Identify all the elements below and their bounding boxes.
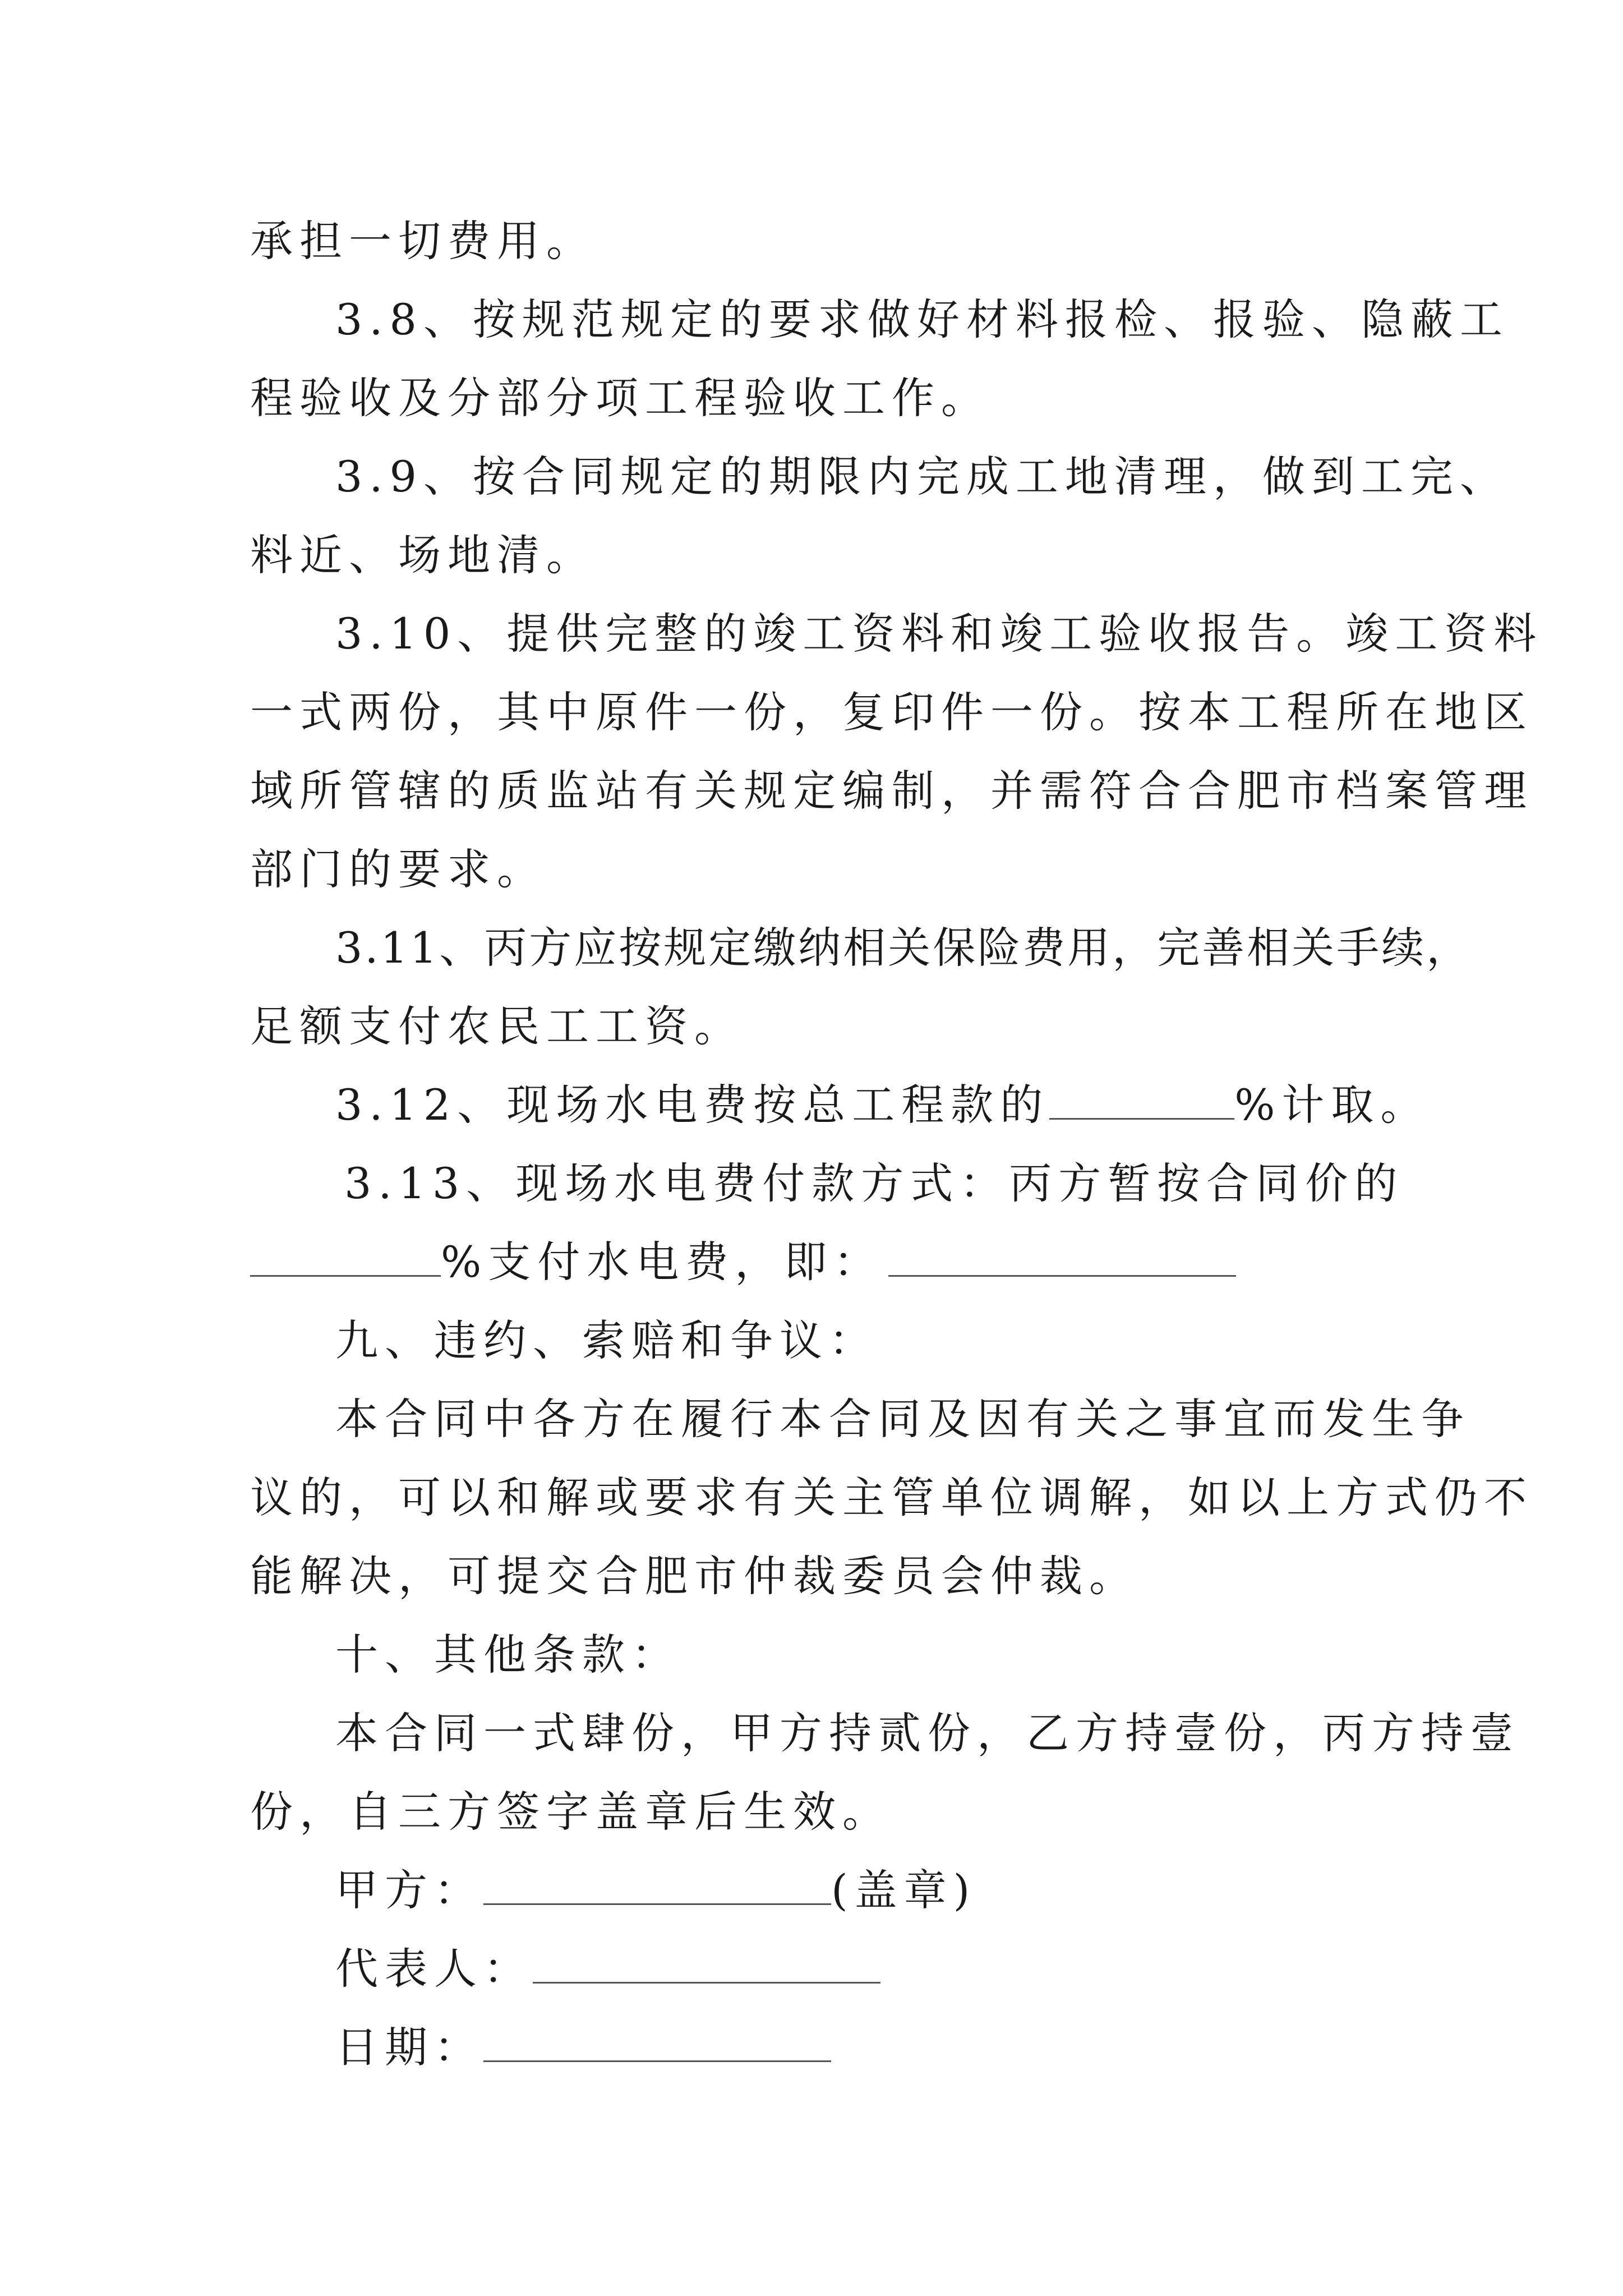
party-a-label: 甲方： xyxy=(335,1865,483,1915)
payment-percent-blank xyxy=(250,1236,441,1277)
clause-3-10-line-3: 域所管辖的质监站有关规定编制，并需符合合肥市档案管理 xyxy=(250,766,1533,816)
clause-3-10-line-2: 一式两份，其中原件一份，复印件一份。按本工程所在地区 xyxy=(250,687,1533,737)
section-10-heading: 十、其他条款： xyxy=(335,1630,681,1680)
representative-blank xyxy=(533,1943,880,1984)
section-9-line-1: 本合同中各方在履行本合同及因有关之事宜而发生争 xyxy=(335,1394,1470,1444)
seal-note: (盖章) xyxy=(831,1865,977,1915)
water-electric-percent-blank xyxy=(1049,1079,1234,1120)
date-blank xyxy=(483,2021,831,2062)
clause-3-13-line-1: 3.13、现场水电费付款方式：丙方暂按合同价的 xyxy=(344,1158,1404,1208)
representative-label: 代表人： xyxy=(335,1944,533,1994)
date-label: 日期： xyxy=(335,2022,483,2072)
clause-3-10-line-1: 3.10、提供完整的竣工资料和竣工验收报告。竣工资料 xyxy=(335,609,1543,659)
date-line xyxy=(335,2008,831,2087)
clause-3-13-line-2 xyxy=(250,1223,1236,1301)
payment-amount-blank xyxy=(888,1236,1236,1277)
clause-3-11-line-1: 3.11、丙方应按规定缴纳相关保险费用，完善相关手续， xyxy=(335,923,1472,973)
clause-3-9-line-1: 3.9、按合同规定的期限内完成工地清理，做到工完、 xyxy=(335,452,1509,501)
clause-3-11-line-2: 足额支付农民工工资。 xyxy=(250,1001,744,1051)
section-10-line-1: 本合同一式肆份，甲方持贰份，乙方持壹份，丙方持壹 xyxy=(335,1708,1520,1758)
clause-3-8-line-1: 3.8、按规范规定的要求做好材料报检、报验、隐蔽工 xyxy=(335,295,1509,344)
section-9-line-2: 议的，可以和解或要求有关主管单位调解，如以上方式仍不 xyxy=(250,1473,1533,1522)
party-a-signature-line xyxy=(335,1851,976,1930)
clause-3-9-line-2: 料近、场地清。 xyxy=(250,530,596,580)
section-10-line-2: 份，自三方签字盖章后生效。 xyxy=(250,1787,892,1837)
section-9-line-3: 能解决，可提交合肥市仲裁委员会仲裁。 xyxy=(250,1551,1138,1601)
representative-line xyxy=(335,1930,880,2008)
clause-3-10-line-4: 部门的要求。 xyxy=(250,844,546,894)
clause-3-12-text: 3.12、现场水电费按总工程款的 xyxy=(335,1080,1050,1130)
clause-3-13-text: %支付水电费，即： xyxy=(441,1237,883,1287)
paragraph-line: 承担一切费用。 xyxy=(250,216,596,266)
section-9-heading: 九、违约、索赔和争议： xyxy=(335,1315,878,1365)
clause-3-12-suffix: %计取。 xyxy=(1234,1080,1430,1130)
clause-3-8-line-2: 程验收及分部分项工程验收工作。 xyxy=(250,373,990,423)
clause-3-12-line xyxy=(335,1066,1430,1144)
party-a-blank xyxy=(483,1864,831,1905)
